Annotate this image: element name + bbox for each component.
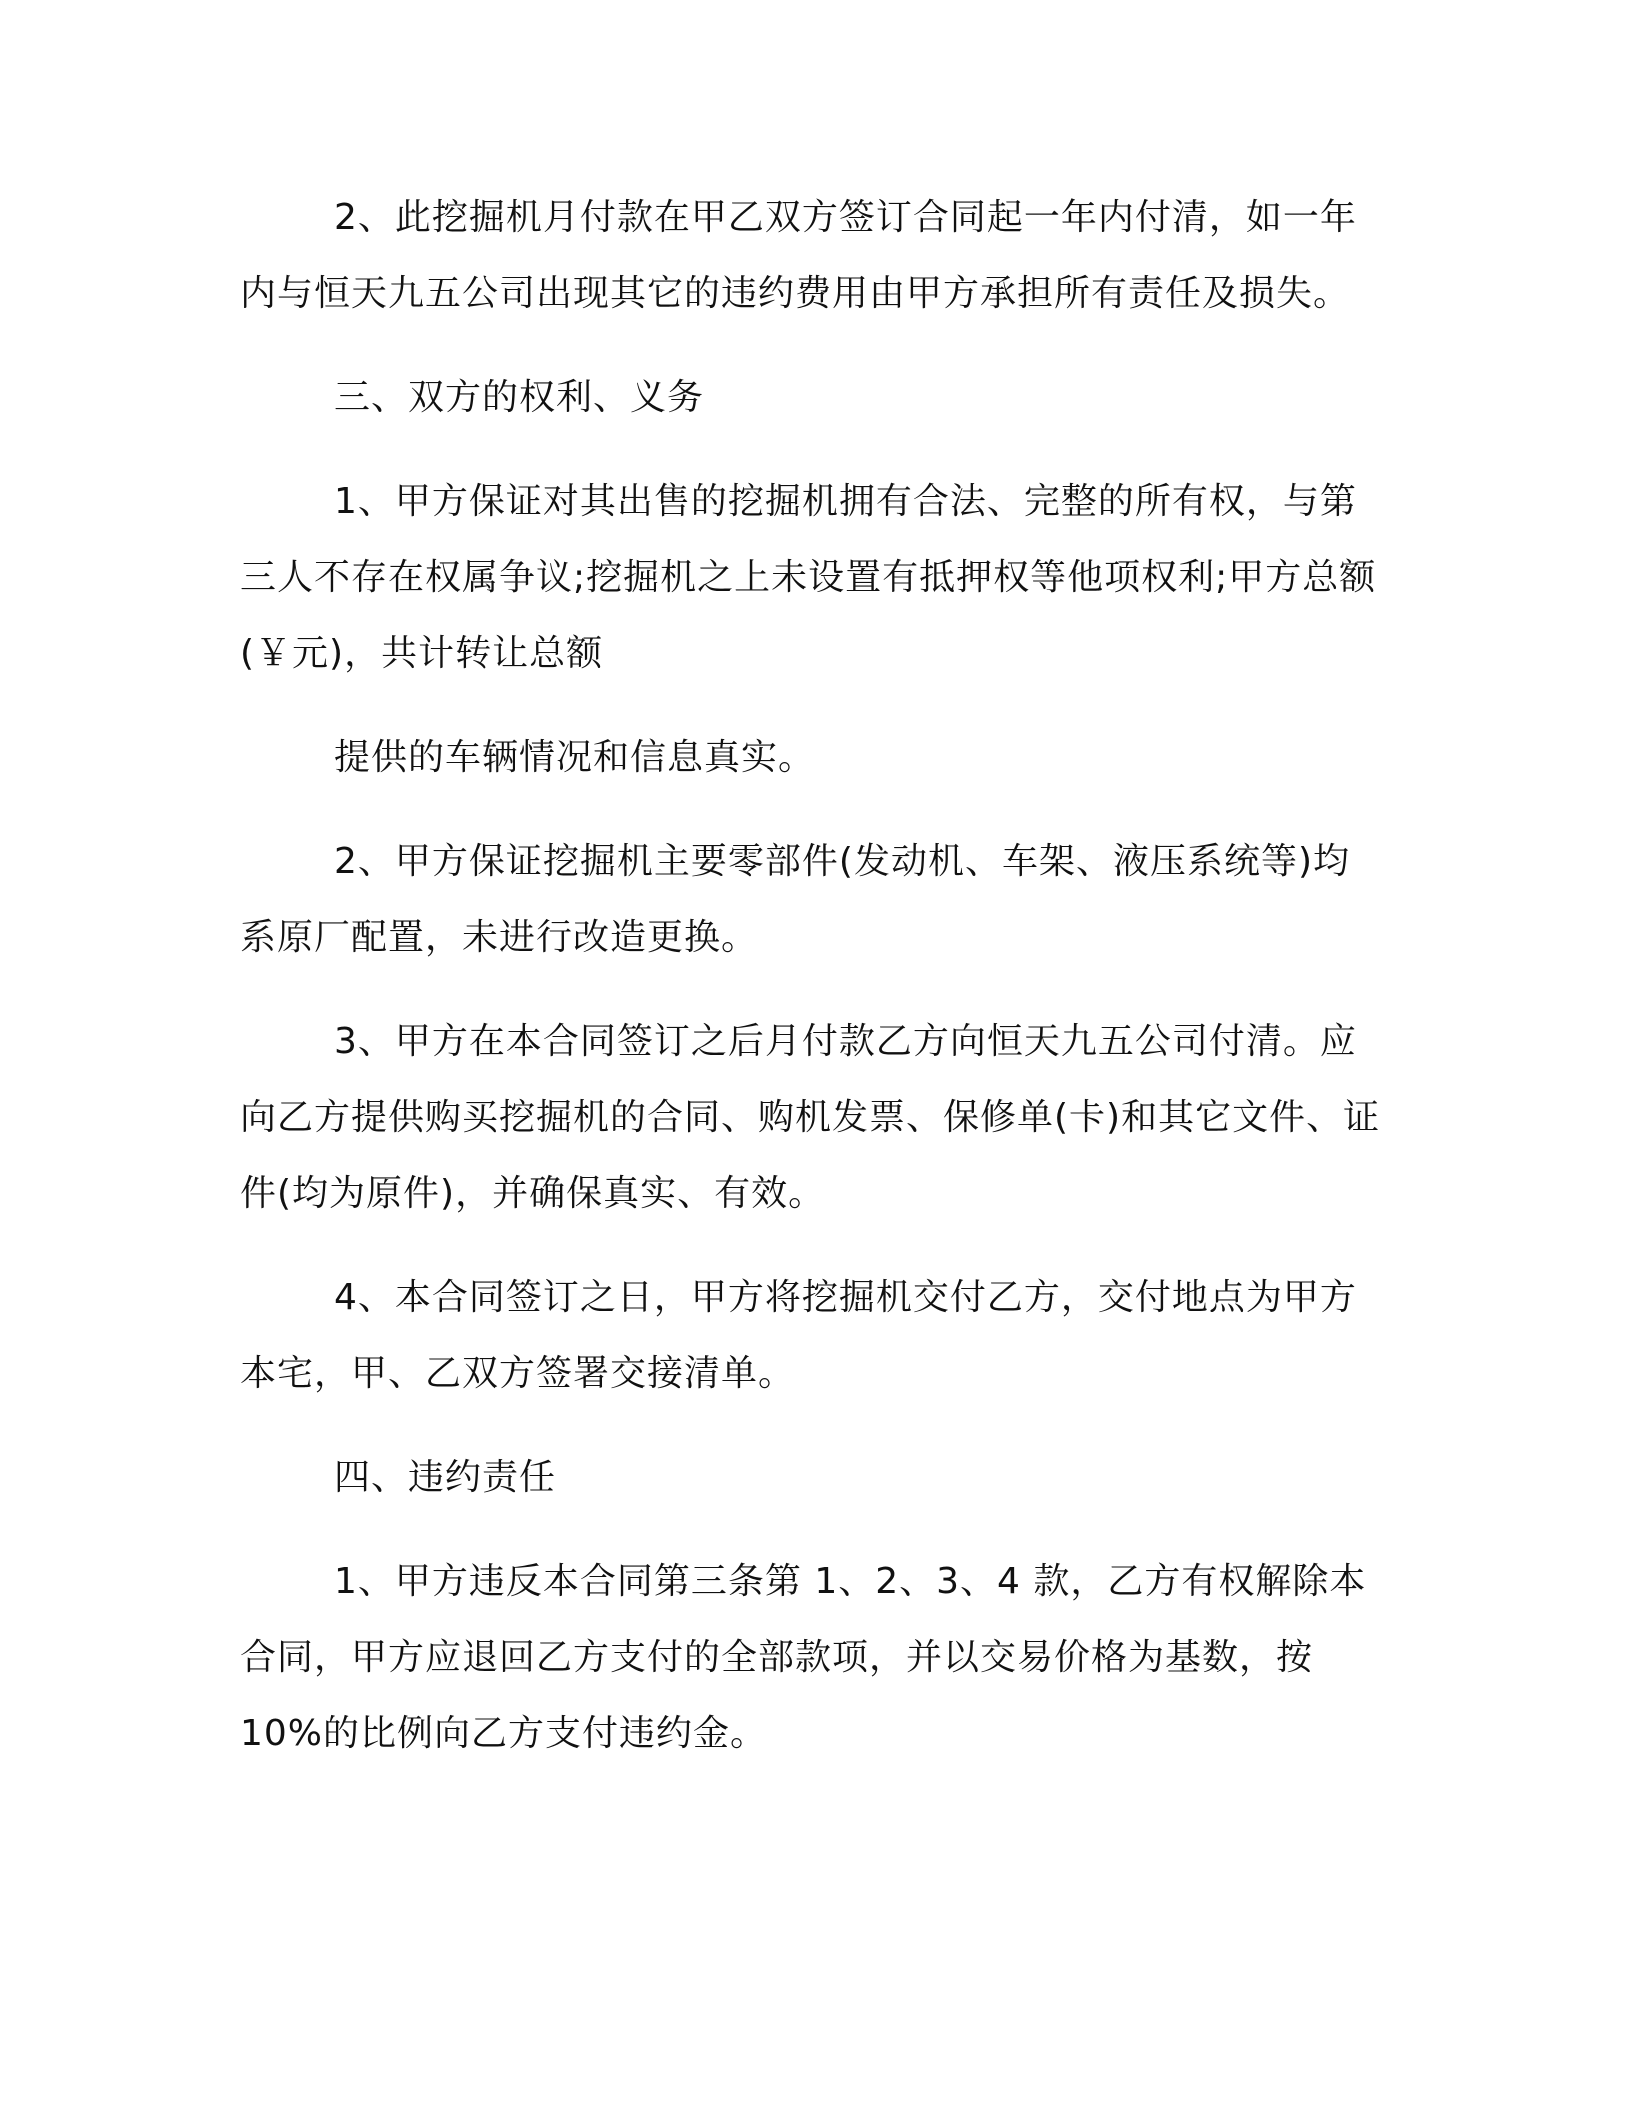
paragraph-line: 系原厂配置，未进行改造更换。 xyxy=(240,917,759,958)
paragraph-line: 3、甲方在本合同签订之后月付款乙方向恒天九五公司付清。应 xyxy=(334,1021,1357,1062)
paragraph-line: 件(均为原件)，并确保真实、有效。 xyxy=(240,1173,826,1214)
paragraph-line: 本宅，甲、乙双方签署交接清单。 xyxy=(240,1353,796,1394)
paragraph-line: 1、甲方违反本合同第三条第 1、2、3、4 款，乙方有权解除本 xyxy=(334,1561,1367,1602)
paragraph-line: (￥元)，共计转让总额 xyxy=(240,633,604,674)
section-heading: 三、双方的权利、义务 xyxy=(334,377,705,418)
section-heading: 四、违约责任 xyxy=(334,1457,557,1498)
paragraph-line: 2、甲方保证挖掘机主要零部件(发动机、车架、液压系统等)均 xyxy=(334,841,1350,882)
paragraph-line: 1、甲方保证对其出售的挖掘机拥有合法、完整的所有权，与第 xyxy=(334,481,1357,522)
paragraph-line: 10%的比例向乙方支付违约金。 xyxy=(240,1713,768,1754)
paragraph-line: 提供的车辆情况和信息真实。 xyxy=(334,737,816,778)
paragraph-line: 向乙方提供购买挖掘机的合同、购机发票、保修单(卡)和其它文件、证 xyxy=(240,1097,1381,1138)
paragraph-line: 内与恒天九五公司出现其它的违约费用由甲方承担所有责任及损失。 xyxy=(240,273,1351,314)
paragraph-line: 三人不存在权属争议;挖掘机之上未设置有抵押权等他项权利;甲方总额 xyxy=(240,557,1377,598)
paragraph-line: 合同，甲方应退回乙方支付的全部款项，并以交易价格为基数，按 xyxy=(240,1637,1314,1678)
paragraph-line: 2、此挖掘机月付款在甲乙双方签订合同起一年内付清，如一年 xyxy=(334,197,1357,238)
paragraph-line: 4、本合同签订之日，甲方将挖掘机交付乙方，交付地点为甲方 xyxy=(334,1277,1357,1318)
